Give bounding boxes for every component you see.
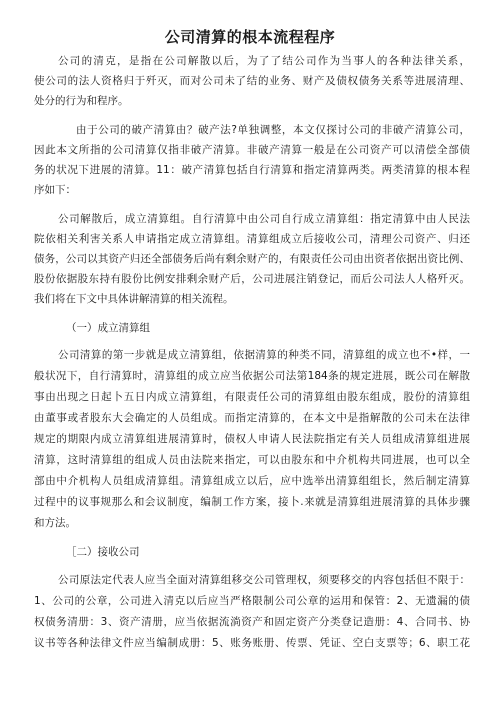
- text-line: 由董事或者股东大会确定的人员组成。而指定清算的，在本文中是指解散的公司未在法律: [34, 412, 470, 424]
- text-line: 权债务清册：3、资产清册，应当依据流淌资产和固定资产分类登记造册：4、合同书、协: [34, 616, 470, 628]
- text-line: 股份依据股东持有股份比例安排剩余财产后，公司进展注销登记，而后公司法人人格歼灭。: [34, 273, 470, 285]
- text-line: 我们将在下文中具体讲解清算的相关流程。: [34, 293, 234, 305]
- text-line: （一）成立清算组: [66, 322, 150, 334]
- text-line: 使公司的法人资格归于歼灭，而对公司未了结的业务、财产及债权债务关系等进展清理、: [34, 75, 470, 87]
- text-line: 部由中介机构人员组成清算组。清算组成立以后，应中选举出清算组组长，然后制定清算: [34, 475, 470, 487]
- text-line: 事由出现之日起卜五日内成立清算组，有限责任公司的清算组由股东组成，股份的清算组: [34, 391, 470, 403]
- text-line: ［二）接收公司: [66, 546, 140, 558]
- text-line: 序如下：: [34, 184, 76, 196]
- text-line: 处分的行为和程序。: [34, 95, 129, 107]
- text-line: 1、公司的公章，公司进入清克以后应当严格限制公司公章的运用和保管：2、无遗漏的债: [34, 595, 470, 607]
- text-line: 务的状况下进展的清算。11：破产清算包括自行清算和指定清算两类。两类清算的根本程: [34, 164, 470, 176]
- text-line: 和方法。: [34, 517, 76, 529]
- text-line: 因此本文所指的公司清算仅指非破产清算。非破产清算一般是在公司资产可以清偿全部债: [34, 144, 470, 156]
- text-line: 般状况下，自行清算时，清算组的成立应当依据公司法第184条的规定进展，既公司在解散: [34, 370, 470, 382]
- text-line: 规定的期限内成立清算组进展清算时，债权人申请人民法院指定有关人员组成清算组进展: [34, 433, 470, 445]
- text-line: 由于公司的破产清算由？破产法?单独调整，本文仅探讨公司的非破产清算公司，: [76, 124, 470, 136]
- document-title: 公司清算的根本流程程序: [164, 28, 336, 46]
- text-line: 院依相关利害关系人申请指定成立清算组。清算组成立后接收公司，清理公司资产、归还: [34, 233, 470, 245]
- text-line: 公司解散后，成立清算组。自行清算中由公司自行成立清算组：指定清算中由人民法: [58, 213, 470, 225]
- text-line: 议书等各种法律文件应当编制成册：5、账务账册、传票、凭证、空白支票等；6、职工花: [34, 637, 470, 649]
- text-line: 公司清算的第一步就是成立清算组，依据清算的种类不同，清算组的成立也不•样，一: [58, 349, 470, 361]
- text-line: 债务，公司以其资产归还全部债务后尚有剩余财产的，有限责任公司由出资者依据出资比例、: [34, 253, 470, 265]
- text-line: 公司的清克，是指在公司解散以后，为了了结公司作为当事人的各种法律关系，: [58, 55, 470, 67]
- text-line: 过程中的议事规那么和会议制度，编制工作方案，接卜.来就是清算组进展清算的具体步骤: [34, 496, 470, 508]
- text-line: 公司原法定代表人应当全面对清算组移交公司管理权，须要移交的内容包括但不限于：: [58, 574, 470, 586]
- text-line: 清算，这时清算组的组成人员由法院来指定，可以由股东和中介机构共同进展，也可以全: [34, 454, 470, 466]
